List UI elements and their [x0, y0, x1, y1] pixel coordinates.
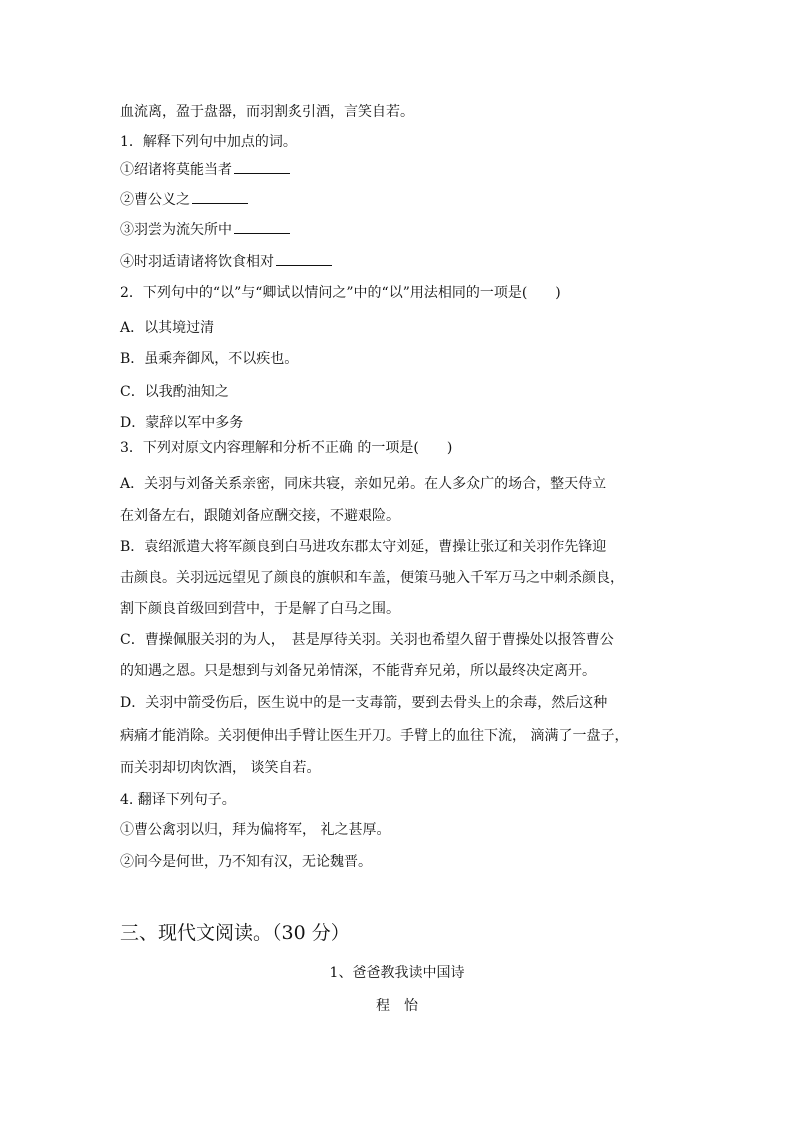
q1-item-3: ③羽尝为流矢所中 [120, 220, 290, 240]
q2-option-d: D．蒙辞以军中多务 [120, 415, 244, 431]
article-author: 程 怡 [376, 998, 418, 1014]
q2-option-a: A．以其境过清 [120, 320, 215, 336]
answer-blank [234, 160, 290, 174]
q3-option-b-line-1: B．袁绍派遣大将军颜良到白马进攻东郡太守刘延，曹操让张辽和关羽作先锋迎 [120, 539, 607, 555]
answer-blank [276, 252, 332, 266]
q3-option-d-line-3: 而关羽却切肉饮酒， 谈笑自若。 [120, 760, 321, 776]
q3-option-a-line-1: A．关羽与刘备关系亲密，同床共寝，亲如兄弟。在人多众广的场合，整天侍立 [120, 476, 607, 492]
answer-blank [234, 220, 290, 234]
q3-option-c-line-2: 的知遇之恩。只是想到与刘备兄弟情深，不能背弃兄弟，所以最终决定离开。 [120, 663, 596, 679]
q1-item-4: ④时羽适请诸将饮食相对 [120, 252, 332, 272]
q3-option-d-line-1: D．关羽中箭受伤后，医生说中的是一支毒箭，要到去骨头上的余毒，然后这种 [120, 695, 608, 711]
q1-item-1: ①绍诸将莫能当者 [120, 160, 290, 180]
article-title: 1、爸爸教我读中国诗 [329, 965, 465, 981]
q3-option-d-line-2: 病痛才能消除。关羽便伸出手臂让医生开刀。手臂上的血往下流， 滴满了一盘子， [120, 728, 629, 744]
answer-blank [192, 190, 248, 204]
q4-item-1: ①曹公禽羽以归，拜为偏将军， 礼之甚厚。 [120, 822, 391, 838]
q4-stem: 4. 翻译下列句子。 [120, 792, 236, 808]
q4-item-2: ②问今是何世，乃不知有汉，无论魏晋。 [120, 854, 372, 870]
section-heading: 三、现代文阅读。（30 分） [120, 922, 350, 944]
q1-item-2: ②曹公义之 [120, 190, 248, 210]
passage-tail: 血流离，盈于盘器，而羽割炙引酒，言笑自若。 [120, 104, 414, 120]
q1-stem: 1．解释下列句中加点的词。 [120, 134, 297, 150]
q2-option-c: C．以我酌油知之 [120, 384, 229, 400]
q2-stem: 2．下列句中的“以”与“卿试以情问之”中的“以”用法相同的一项是( ) [120, 285, 561, 301]
q3-option-c-line-1: C．曹操佩服关羽的为人， 甚是厚待关羽。关羽也希望久留于曹操处以报答曹公 [120, 632, 614, 648]
q3-option-b-line-2: 击颜良。关羽远远望见了颜良的旗帜和车盖，便策马驰入千军万马之中刺杀颜良， [120, 570, 624, 586]
q2-option-b: B．虽乘奔御风，不以疾也。 [120, 351, 299, 367]
q3-option-a-line-2: 在刘备左右，跟随刘备应酬交接，不避艰险。 [120, 508, 400, 524]
q3-option-b-line-3: 割下颜良首级回到营中，于是解了白马之围。 [120, 601, 400, 617]
q3-stem: 3．下列对原文内容理解和分析不正确 的一项是( ) [120, 440, 453, 456]
